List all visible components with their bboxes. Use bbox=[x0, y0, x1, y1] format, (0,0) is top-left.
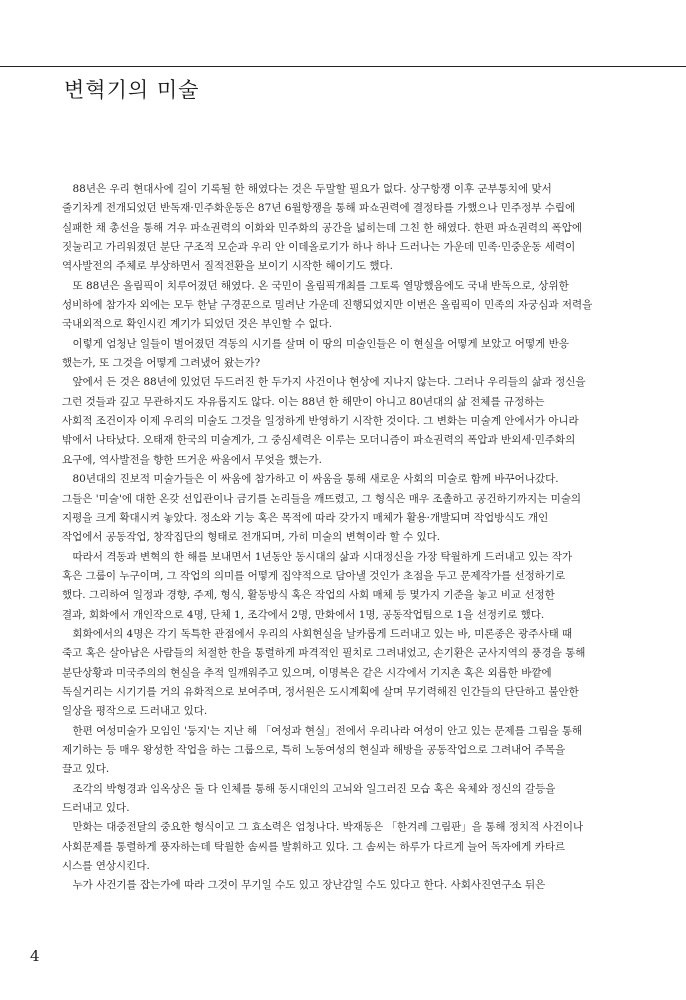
text-line: 밖에서 나타났다. 오태재 한국의 미술계가, 그 중심세력은 이루는 모더니즘이 파쇼권력의 폭압과 반외세·민주화의 bbox=[62, 434, 576, 447]
article-body bbox=[62, 180, 642, 896]
text-line: 짓눌리고 가리워졌던 분단 구조적 모순과 우리 안 이데올로기가 하나 하나 드러나는 가운데 민족·민중운동 세력이 bbox=[62, 241, 576, 254]
text-line: 회화에서의 4명은 각기 독특한 관점에서 우리의 사회현실을 날카롭게 드러내고 있는 바, 미론종은 광주사태 때 bbox=[62, 627, 573, 640]
text-line: 성비하에 참가자 외에는 모두 한낱 구경꾼으로 밀려난 가운데 진행되었지만 이번은 올림픽이 민족의 자궁심과 저력을 bbox=[62, 299, 593, 312]
text-line: 사회적 조건이자 이제 우리의 미술도 그것을 일정하게 반영하기 시작한 것이다. 그 변화는 미술계 안에서가 아니라 bbox=[62, 415, 579, 428]
text-line: 줄기차게 전개되었던 반독재·민주화운동은 87년 6월항쟁을 통해 파쇼권력에 결정타를 가했으나 민주정부 수립에 bbox=[62, 202, 576, 215]
text-line: 했는가, 또 그것을 어떻게 그려냈어 왔는가? bbox=[62, 357, 261, 370]
page-title: 변혁기의 미술 bbox=[64, 78, 200, 102]
text-line: 혹은 그룹이 누구이며, 그 작업의 의미를 어떻게 집약적으로 담아낼 것인가 초점을 두고 문제작가를 선정하기로 bbox=[62, 569, 566, 582]
text-line: 일상을 평작으로 드러내고 있다. bbox=[62, 705, 208, 718]
text-line: 그들은 '미술'에 대한 온갖 선입관이나 금기를 논리들을 깨뜨렸고, 그 형식은 매우 조촐하고 공건하기까지는 미술의 bbox=[62, 492, 582, 505]
text-line: 국내외적으로 확인시킨 계기가 되었던 것은 부인할 수 없다. bbox=[62, 318, 333, 331]
header-rule bbox=[0, 66, 686, 67]
text-line: 분단상황과 미국주의의 현실을 추적 일깨워주고 있으며, 이명복은 같은 시각에서 기지촌 혹은 외롭한 바깥에 bbox=[62, 666, 552, 679]
text-line: 앞에서 든 것은 88년에 있었던 두드러진 한 두가지 사건이나 현상에 지나지 않는다. 그러나 우리들의 삶과 정신을 bbox=[62, 376, 586, 389]
text-line: 제기하는 등 매우 왕성한 작업을 하는 그룹으로, 특히 노동여성의 현실과 해방을 공동작업으로 그려내어 주목을 bbox=[62, 743, 566, 756]
text-line: 사회문제를 통렬하게 풍자하는데 탁월한 솜씨를 발휘하고 있다. 그 솜씨는 하루가 다르게 늘어 독자에게 카타르 bbox=[62, 840, 566, 853]
text-line: 역사발전의 주체로 부상하면서 질적전환을 보이기 시작한 해이기도 했다. bbox=[62, 260, 393, 273]
text-line: 조각의 박형경과 임옥상은 둘 다 인체를 통해 동시대인의 고뇌와 일그러진 모습 혹은 육체와 정신의 갈등을 bbox=[62, 782, 556, 795]
text-line: 또 88년은 올림픽이 치루어졌던 해였다. 온 국민이 올림픽개최를 그토록 열망했음에도 국내 반독으로, 상위한 bbox=[62, 279, 569, 292]
text-line: 독실거리는 시기기를 거의 유화적으로 보여주며, 정서원은 도시계획에 살며 무기력해진 인간들의 단단하고 불안한 bbox=[62, 685, 579, 698]
text-line: 실패한 채 총선을 통해 겨우 파쇼권력의 이화와 민주화의 공간을 넓히는데 그친 한 해였다. 한편 파쇼권력의 폭압에 bbox=[62, 221, 582, 234]
text-line: 누가 사건기를 잡는가에 따라 그것이 무기일 수도 있고 장난감일 수도 있다고 한다. 사회사진연구소 뒤은 bbox=[62, 879, 546, 892]
text-line: 했다. 그리하여 일정과 경향, 주제, 형식, 활동방식 혹은 작업의 사회 매체 등 몇가지 기준을 놓고 비교 선정한 bbox=[62, 589, 555, 602]
text-line: 결과, 회화에서 개인작으로 4명, 단체 1, 조각에서 2명, 만화에서 1명, 공동작업팀으로 1을 선정키로 했다. bbox=[62, 608, 545, 621]
text-line: 끌고 있다. bbox=[62, 763, 110, 776]
text-line: 요구에, 역사발전을 향한 뜨거운 싸움에서 무엇을 했는가. bbox=[62, 453, 322, 466]
text-line: 작업에서 공동작업, 창작집단의 형태로 전개되며, 가히 미술의 변혁이라 할 수 있다. bbox=[62, 531, 441, 544]
text-line: 그런 것들과 깊고 무관하지도 자유롭지도 않다. 이는 88년 한 해만이 아니고 80년대의 삶 전체를 규정하는 bbox=[62, 395, 545, 408]
text-line: 따라서 격동과 변혁의 한 해를 보내면서 1년동안 동시대의 삶과 시대정신을 가장 탁월하게 드러내고 있는 작가 bbox=[62, 550, 573, 563]
text-line: 만화는 대중전달의 중요한 형식이고 그 효소력은 엄청나다. 박재동은 「한겨레 그림판」을 통해 정치적 사건이나 bbox=[62, 821, 584, 834]
text-line: 지평을 크게 확대시켜 놓았다. 정소와 기능 혹은 목적에 따라 갖가지 매체가 활용·개발되며 작업방식도 개인 bbox=[62, 511, 549, 524]
text-line: 죽고 혹은 살아남은 사람들의 처절한 한을 통렬하게 파격적인 필치로 그려내었고, 손기환은 군사지역의 풍경을 통해 bbox=[62, 647, 586, 660]
text-line: 80년대의 진보적 미술가들은 이 싸움에 참가하고 이 싸움을 통해 새로운 사회의 미술로 함께 바꾸어나갔다. bbox=[62, 473, 559, 486]
text-line: 드러내고 있다. bbox=[62, 802, 130, 814]
text-line: 시스를 연상시킨다. bbox=[62, 860, 150, 873]
text-line: 이렇게 엄청난 일들이 벌어졌던 격동의 시기를 살며 이 땅의 미술인들은 이 현실을 어떻게 보았고 어떻게 반응 bbox=[62, 337, 569, 350]
text-line: 88년은 우리 현대사에 길이 기록될 한 해였다는 것은 두말할 필요가 없다. 상구항쟁 이후 군부통치에 맞서 bbox=[62, 183, 552, 195]
text-line: 한편 여성미술가 모임인 '둥지'는 지난 해 「여성과 현실」전에서 우리나라 여성이 안고 있는 문제를 그림을 통해 bbox=[62, 724, 583, 737]
page-number: 4 bbox=[30, 947, 40, 965]
